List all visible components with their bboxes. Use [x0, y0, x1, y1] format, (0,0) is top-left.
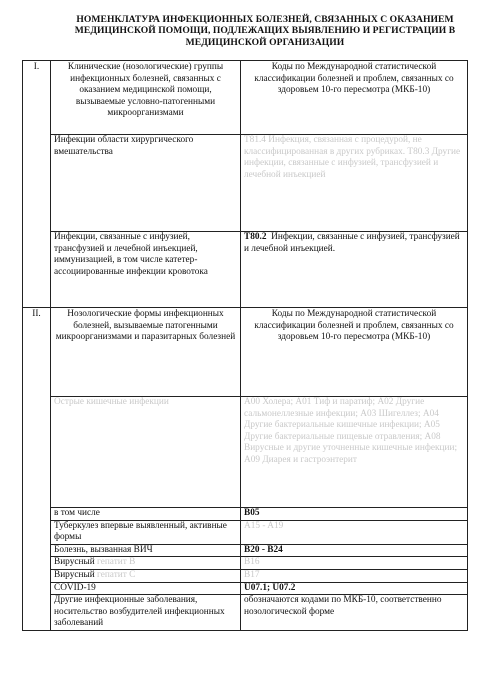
row-label: COVID-19: [51, 582, 241, 595]
title-line-2: МЕДИЦИНСКОЙ ПОМОЩИ, ПОДЛЕЖАЩИХ ВЫЯВЛЕНИЮ И РЕГИСТРАЦИИ В: [74, 25, 456, 37]
table-row: [23, 508, 468, 521]
table-row: [23, 557, 468, 570]
section-2-header-right: Коды по Международной статистической классификации болезней и проблем, связанных со здоровьем 10-го пересмотра (МКБ-10): [241, 308, 468, 397]
section-2-faded-row: [23, 397, 468, 508]
row-label: Другие инфекционные заболевания, носительство возбудителей инфекционных заболеваний: [51, 595, 241, 631]
row-label: в том числе: [51, 508, 241, 521]
row-label-main: Вирусный: [54, 569, 95, 580]
nomenclature-table: [22, 60, 468, 631]
section-1-row-infusion: [23, 232, 468, 308]
table-row: [23, 595, 468, 631]
row-label-main: Вирусный: [54, 557, 95, 568]
section-1-header-row: [23, 61, 468, 135]
surgical-infection-label: Инфекции области хирургического вмешательства: [51, 135, 241, 232]
infusion-infection-label: Инфекции, связанные с инфузией, трансфузией и лечебной инъекцией, иммунизацией, в том числе катетер-ассоциированные инфекции кровотока: [51, 232, 241, 308]
section-2-number: II.: [23, 308, 51, 631]
row-code: обозначаются кодами по МКБ-10, соответственно нозологической форме: [241, 595, 468, 631]
infusion-infection-codes: [241, 232, 468, 308]
title-line-1: НОМЕНКЛАТУРА ИНФЕКЦИОННЫХ БОЛЕЗНЕЙ, СВЯЗАННЫХ С ОКАЗАНИЕМ: [76, 14, 454, 25]
row-label-faded: гепатит В: [97, 557, 136, 568]
document-title: [70, 14, 460, 48]
row-code: B05: [241, 508, 468, 521]
section-1-header-right: Коды по Международной статистической классификации болезней и проблем, связанных со здоровьем 10-го пересмотра (МКБ-10): [241, 61, 468, 135]
table-row: [23, 544, 468, 557]
infusion-code: T80.2: [244, 232, 267, 242]
faded-group-codes: A00 Холера; A01 Тиф и паратиф; A02 Другие сальмонеллезные инфекции; A03 Шигеллез; A04 Другие бактериальные кишечные инфекции; A05 Другие бактериальные пищевые отравления; A08 Вирусные и другие уточненные кишечные инфекции; A09 Диарея и гастроэнтерит: [241, 397, 468, 508]
row-label: Туберкулез впервые выявленный, активные формы: [51, 520, 241, 544]
row-code: A15 - A19: [241, 520, 468, 544]
row-code: B17: [241, 569, 468, 582]
section-2-header-row: [23, 308, 468, 397]
section-1-row-surgical: [23, 135, 468, 232]
table-row: [23, 582, 468, 595]
section-2-header-left: Нозологические формы инфекционных болезней, вызываемые патогенными микроорганизмами и паразитарных болезней: [51, 308, 241, 397]
table-row: [23, 520, 468, 544]
row-code: U07.1; U07.2: [241, 582, 468, 595]
row-label: [51, 557, 241, 570]
infusion-code-text: Инфекции, связанные с инфузией, трансфузией и лечебной инъекцией.: [244, 232, 460, 254]
row-code: B16: [241, 557, 468, 570]
section-1-header-left: Клинические (нозологические) группы инфекционных болезней, связанных с оказанием медицинской помощи, вызываемые условно-патогенными микроорганизмами: [51, 61, 241, 135]
row-label: Болезнь, вызванная ВИЧ: [51, 544, 241, 557]
faded-group-label: Острые кишечные инфекции: [51, 397, 241, 508]
surgical-infection-codes: T81.4 Инфекция, связанная с процедурой, не классифицированная в других рубриках. T80.3 Другие инфекции, связанные с инфузией, трансфузией и лечебной инъекцией: [241, 135, 468, 232]
table-row: [23, 569, 468, 582]
row-label: [51, 569, 241, 582]
row-label-faded: гепатит С: [97, 569, 136, 580]
title-line-3: МЕДИЦИНСКОЙ ОРГАНИЗАЦИИ: [185, 36, 345, 48]
row-code: B20 - B24: [241, 544, 468, 557]
section-1-number: I.: [23, 61, 51, 308]
